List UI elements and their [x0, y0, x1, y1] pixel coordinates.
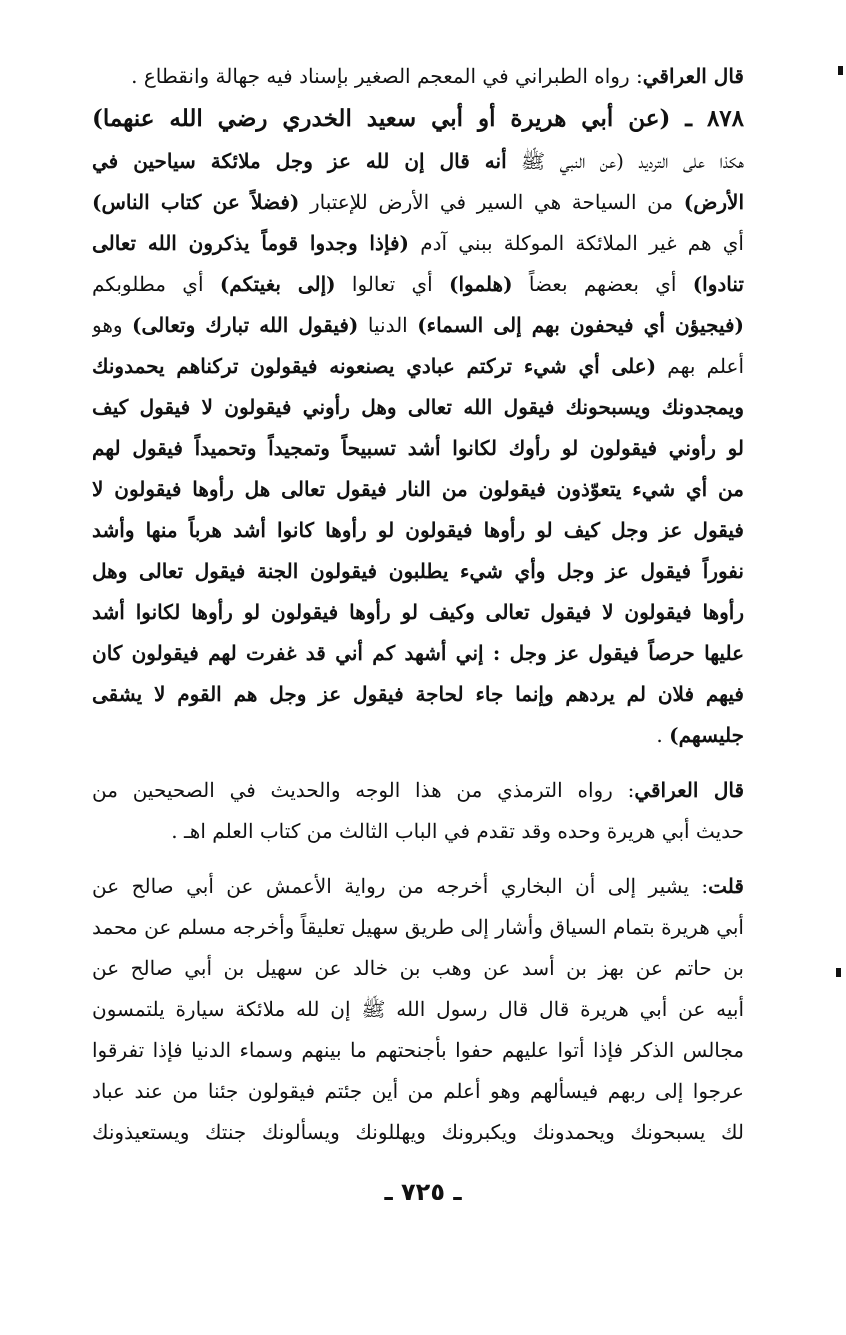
bold-text: (هلموا): [449, 272, 513, 296]
text-line: [92, 387, 744, 428]
text: من السياحة هي السير في الأرض للإعتبار: [299, 190, 684, 214]
bold-text: قال العراقي: [634, 778, 744, 802]
text-line: [92, 715, 744, 756]
text: .: [656, 723, 670, 747]
text-line: [92, 428, 744, 469]
paragraph: [92, 56, 744, 97]
text: أي هم غير الملائكة الموكلة ببني آدم: [409, 231, 744, 255]
page-number: ـ ٧٢٥ ـ: [384, 1178, 462, 1206]
bold-text: تنادوا): [692, 272, 744, 296]
text-line: [92, 1112, 744, 1153]
bold-text: (إلى بغيتكم): [219, 272, 336, 296]
paragraph-gap: [92, 756, 744, 770]
text-line: [92, 811, 744, 852]
text: الدنيا: [358, 313, 418, 337]
bold-text: (فيجيؤن أي فيحفون بهم إلى السماء): [417, 313, 744, 337]
paragraph-gap: [92, 852, 744, 866]
text: أبيه عن أبي هريرة قال قال رسول الله ﷺ إن لله ملائكة سيارة يلتمسون: [92, 997, 744, 1021]
bold-text: لو رأوني فيقولون لو رأوك لكانوا أشد تسبيحاً وتمجيداً وتحميداً فيقول لهم: [92, 436, 744, 460]
bold-text: قلت: [708, 874, 744, 898]
text: أي تعالوا: [335, 272, 450, 296]
bold-text: (فإذا وجدوا قوماً يذكرون الله تعالى: [92, 231, 410, 255]
paragraph: [92, 141, 744, 756]
text: : رواه الترمذي من هذا الوجه والحديث في الصحيحين من: [92, 778, 635, 802]
text-line: [92, 1030, 744, 1071]
bold-text: عليها حرصاً فيقول عز وجل : إني أشهد كم أني قد غفرت لهم فيقولون كان: [92, 641, 744, 665]
bold-text: جليسهم): [669, 723, 744, 747]
bold-text: من أي شيء يتعوّذون فيقولون من النار فيقول تعالى هل رأوها فيقولون لا: [92, 477, 744, 501]
text-line: [92, 551, 744, 592]
text: : يشير إلى أن البخاري أخرجه من رواية الأعمش عن أبي صالح عن: [92, 874, 709, 898]
text: بن حاتم عن بهز بن أسد عن وهب بن خالد عن سهيل بن أبي صالح عن: [92, 956, 744, 980]
bold-text: (فيقول الله تبارك وتعالى): [132, 313, 359, 337]
bold-text: أنه قال إن لله عز وجل ملائكة سياحين في: [92, 149, 507, 173]
edge-mark-top: [838, 66, 843, 75]
text: وهو: [92, 313, 133, 337]
text: مجالس الذكر فإذا أتوا عليهم حفوا بأجنحتهم ما بينهم وسماء الدنيا فإذا تفرقوا: [92, 1038, 744, 1062]
bold-text: فيهم فلان لم يردهم وإنما جاء لحاجة فيقول عز وجل هم القوم لا يشقى: [92, 682, 744, 706]
text: هكذا على الترديد (عن النبي ﷺ: [506, 149, 744, 173]
text-line: [92, 56, 744, 97]
text: أي مطلوبكم: [92, 272, 220, 296]
bold-text: ويمجدونك ويسبحونك فيقول الله تعالى وهل رأوني فيقولون لا فيقول كيف: [92, 395, 744, 419]
text-line: [92, 633, 744, 674]
text-line: [92, 346, 744, 387]
text: حديث أبي هريرة وحده وقد تقدم في الباب الثالث من كتاب العلم اهـ .: [171, 819, 744, 843]
text: أعلم بهم: [656, 354, 744, 378]
bold-text: رأوها فيقولون لا فيقول تعالى وكيف لو رأوها فيقولون لو رأوها لكانوا أشد: [92, 600, 744, 624]
text-line: [92, 770, 744, 811]
hadith-heading: [92, 97, 744, 141]
text-line: [92, 141, 744, 182]
bold-text: (فضلاً عن كتاب الناس): [92, 190, 300, 214]
text-line: [92, 1071, 744, 1112]
text-line: [92, 907, 744, 948]
text: لك يسبحونك ويحمدونك ويكبرونك ويهللونك ويسألونك جنتك ويستعيذونك: [92, 1120, 744, 1144]
paragraph: [92, 770, 744, 852]
text: أبي هريرة بتمام السياق وأشار إلى طريق سهيل تعليقاً وأخرجه مسلم عن محمد: [92, 915, 744, 939]
text-line: [92, 305, 744, 346]
text-line: [92, 510, 744, 551]
text-line: [92, 182, 744, 223]
text: أي بعضهم بعضاً: [512, 272, 693, 296]
bold-text: فيقول عز وجل كيف لو رأوها فيقولون لو رأوها كانوا أشد هرباً منها وأشد: [92, 518, 744, 542]
bold-text: نفوراً فيقول عز وجل وأي شيء يطلبون فيقولون الجنة فيقول تعالى وهل: [92, 559, 744, 583]
page-body: [92, 56, 744, 1153]
text-line: [92, 469, 744, 510]
bold-text: قال العراقي: [642, 64, 744, 88]
bold-text: (على أي شيء تركتم عبادي يصنعونه فيقولون تركناهم يحمدونك: [92, 354, 657, 378]
text-line: [92, 223, 744, 264]
text-line: [92, 948, 744, 989]
edge-mark-middle: [836, 968, 841, 977]
text-line: [92, 592, 744, 633]
bold-text: الأرض): [683, 190, 744, 214]
bold-text: ٨٧٨ ـ (عن أبي هريرة أو أبي سعيد الخدري رضي الله عنهما): [92, 105, 744, 132]
text-line: [92, 989, 744, 1030]
text-line: [92, 674, 744, 715]
paragraph: [92, 866, 744, 1153]
text-line: [92, 264, 744, 305]
text: : رواه الطبراني في المعجم الصغير بإسناد فيه جهالة وانقطاع .: [131, 64, 643, 88]
text: عرجوا إلى ربهم فيسألهم وهو أعلم من أين جئتم فيقولون جئنا من عند عباد: [92, 1079, 744, 1103]
text-line: [92, 866, 744, 907]
text-line: [92, 97, 744, 141]
